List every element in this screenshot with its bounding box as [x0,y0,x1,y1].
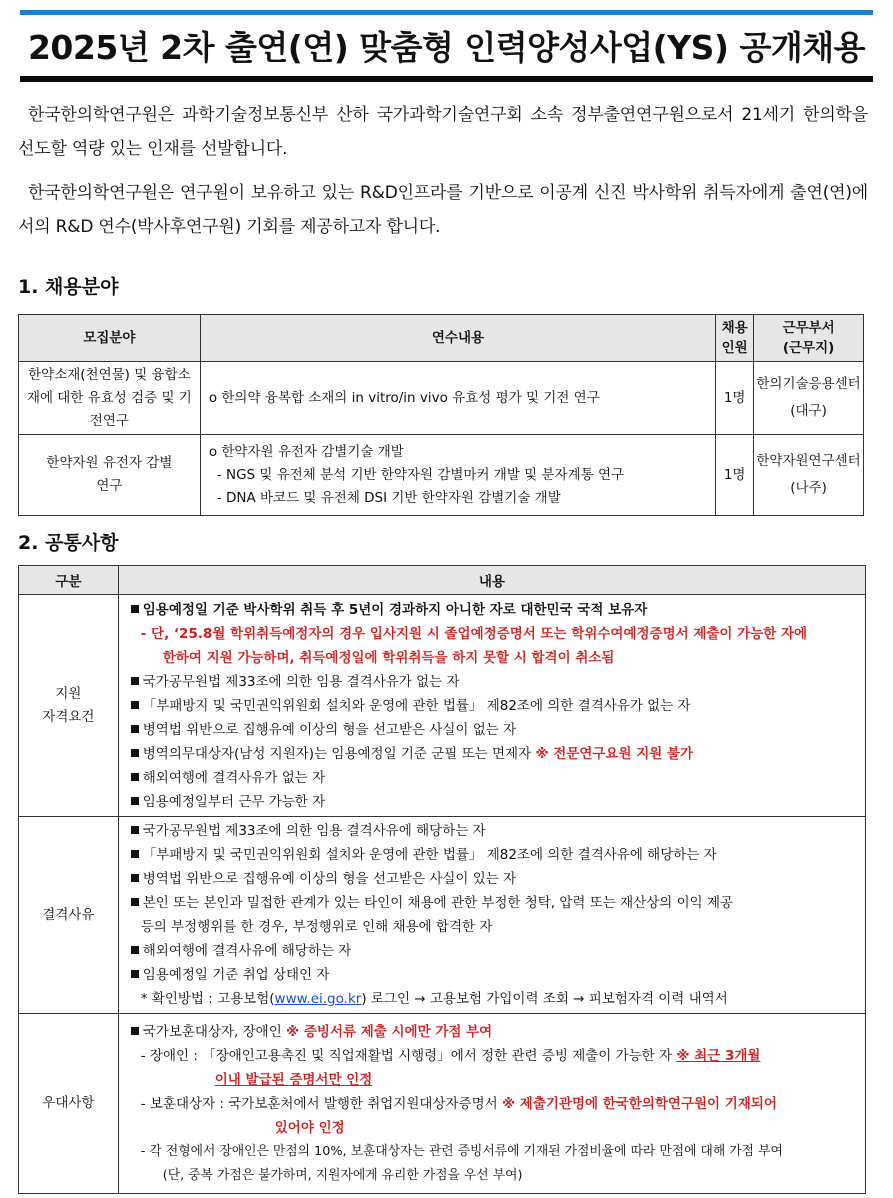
content-line: - DNA 바코드 및 유전체 DSI 기반 한약자원 감별기술 개발 [216,489,561,506]
list-item [131,766,859,790]
table-header-row [19,566,866,595]
list-item-text: 임용예정일 기준 박사학위 취득 후 5년이 경과하지 아니한 자로 대한민국 국적 보유자 [142,601,648,618]
category-label: 결격사유 [19,817,119,1014]
verification-note [131,987,859,1011]
bullet-square-icon [131,749,139,757]
header-content: 연수내용 [200,315,715,362]
dept-location: (대구) [790,403,827,419]
table-row-preference [19,1014,866,1194]
list-item [131,718,859,742]
ei-website-link[interactable]: www.ei.go.kr [274,991,362,1007]
list-item-text: 「부패방지 및 국민권익위원회 설치와 운영에 관한 법률」 제82조에 의한 결격사유에 해당하는 자 [142,847,717,863]
list-item-continuation: (단, 중복 가점은 불가하며, 지원자에게 유리한 가점을 우선 부여) [162,1167,523,1183]
table-header-row [19,315,864,362]
list-item-text: 국가공무원법 제33조에 의한 임용 결격사유가 없는 자 [142,673,460,690]
list-item-text: 본인 또는 본인과 밀접한 관계가 있는 타인이 채용에 관한 부정한 청탁, 압력 또는 재산상의 이익 제공 [142,895,734,911]
list-item-emphasis: 있어야 인정 [274,1119,345,1136]
bullet-square-icon [131,605,139,613]
title-top-rule [20,10,873,15]
header-count: 채용 인원 [716,315,754,362]
header-field: 모집분야 [19,315,201,362]
list-item-emphasis: ※ 증빙서류 제출 시에만 가점 부여 [286,1023,493,1040]
list-item-emphasis: ※ 최근 3개월 [676,1047,761,1064]
list-item: - 단, ‘25.8월 학위취득예정자의 경우 입사지원 시 졸업예정증명서 또는 학위수여예정증명서 제출이 가능한 자에 [140,625,808,642]
list-item-emphasis: ※ 전문연구요원 지원 불가 [535,745,694,762]
header-category: 구분 [19,566,119,595]
intro-paragraph-1 [18,98,868,166]
bullet-square-icon [131,946,139,954]
list-item-continuation: 등의 부정행위를 한 경우, 부정행위로 인해 채용에 합격한 자 [140,919,493,935]
bullet-square-icon [131,874,139,882]
dept-location: (나주) [790,480,827,496]
list-item [131,1092,859,1116]
list-item: - 각 전형에서 장애인은 만점의 10%, 보훈대상자는 관련 증빙서류에 기재된 가점비율에 따라 만점에 대해 가점 부여 [140,1143,783,1159]
list-item-emphasis: 이내 발급된 증명서만 인정 [214,1071,373,1088]
list-item [131,1044,859,1068]
list-item [131,694,859,718]
category-label [19,595,119,817]
list-item [131,963,859,987]
list-item [131,867,859,891]
list-item [131,939,859,963]
count-cell: 1명 [716,362,754,435]
content-cell [200,435,715,516]
common-requirements-table [18,565,866,1194]
list-item-continuation [131,1068,859,1092]
list-item [131,790,859,814]
field-cell: 한약자원 유전자 감별 연구 [19,435,201,516]
list-item-text: 병역의무대상자(남성 지원자)는 임용예정일 기준 군필 또는 면제자 [142,745,536,762]
bullet-square-icon [131,1027,139,1035]
bullet-square-icon [131,970,139,978]
list-item-text: 해외여행에 결격사유가 없는 자 [142,769,326,786]
intro-text-2: 한국한의학연구원은 연구원이 보유하고 있는 R&D인프라를 기반으로 이공계 신진 박사학위 취득자에게 출연(연)에서의 R&D 연수(박사후연구원) 기회를 제공하고자 합니다. [18,183,868,237]
table-row-qualification [19,595,866,817]
dept-cell [754,362,864,435]
list-item-text: 국가보훈대상자, 장애인 [142,1023,287,1040]
list-item-text: 병역법 위반으로 집행유예 이상의 형을 선고받은 사실이 없는 자 [142,721,517,738]
bullet-square-icon [131,826,139,834]
category-label: 우대사항 [19,1014,119,1194]
count-cell: 1명 [716,435,754,516]
list-item-continuation [131,1116,859,1140]
list-item [131,843,859,867]
dept-name: 한약자원연구센터 [756,453,861,469]
intro-text-1: 한국한의학연구원은 과학기술정보통신부 산하 국가과학기술연구회 소속 정부출연연구원으로서 21세기 한의학을 선도할 역량 있는 인재를 선발합니다. [18,105,868,159]
list-item-text: - 보훈대상자 : 국가보훈처에서 발행한 취업지원대상자증명서 [140,1095,502,1112]
list-item [131,742,859,766]
table-row [19,435,864,516]
bullet-square-icon [131,850,139,858]
page-title: 2025년 2차 출연(연) 맞춤형 인력양성사업(YS) 공개채용 [27,28,866,67]
bullet-square-icon [131,725,139,733]
list-item-text: 「부패방지 및 국민권익위원회 설치와 운영에 관한 법률」 제82조에 의한 결격사유가 없는 자 [142,697,691,714]
content-cell [118,595,865,817]
title-bottom-rule [20,76,873,82]
list-item [131,1020,859,1044]
content-line: - NGS 및 유전체 분석 기반 한약자원 감별마커 개발 및 분자계통 연구 [216,466,625,483]
list-item [131,819,859,843]
field-cell: 한약소재(천연물) 및 융합소재에 대한 유효성 검증 및 기전연구 [19,362,201,435]
bullet-square-icon [131,797,139,805]
list-item-text: - 장애인 : 「장애인고용촉진 및 직업재활법 시행령」에서 정한 관련 증빙 제출이 가능한 자 [140,1047,677,1064]
list-item-text: 임용예정일부터 근무 가능한 자 [142,793,326,810]
recruitment-field-table [18,314,864,516]
bullet-square-icon [131,701,139,709]
content-line: o 한의약 융복합 소재의 in vitro/in vivo 유효성 평가 및 기전 연구 [208,389,600,406]
content-line: o 한약자원 유전자 감별기술 개발 [208,443,404,460]
list-item-text: 해외여행에 결격사유에 해당하는 자 [142,943,352,959]
table-row [19,362,864,435]
bullet-square-icon [131,773,139,781]
dept-name: 한의기술응용센터 [756,376,861,392]
table-row-disqualification [19,817,866,1014]
list-item [131,670,859,694]
list-item [131,891,859,915]
bullet-square-icon [131,898,139,906]
header-content: 내용 [118,566,865,595]
content-cell [118,817,865,1014]
section-heading-recruitment-field: 1. 채용분야 [18,276,119,298]
list-item-text: 국가공무원법 제33조에 의한 임용 결격사유에 해당하는 자 [142,823,486,839]
category-label-line: 자격요건 [42,708,95,725]
list-item-text: 병역법 위반으로 집행유예 이상의 형을 선고받은 사실이 있는 자 [142,871,517,887]
note-text: ) 로그인 → 고용보험 가입이력 조회 → 피보험자격 이력 내역서 [361,991,728,1007]
list-item-emphasis: ※ 제출기관명에 한국한의학연구원이 기재되어 [501,1095,777,1112]
bullet-square-icon [131,677,139,685]
list-item-text: 임용예정일 기준 취업 상태인 자 [142,967,330,983]
intro-paragraph-2 [18,176,868,244]
header-dept: 근무부서 (근무지) [754,315,864,362]
content-cell [118,1014,865,1194]
content-cell [200,362,715,435]
dept-cell [754,435,864,516]
category-label-line: 지원 [55,685,82,702]
list-item: 한하여 지원 가능하며, 취득예정일에 학위취득을 하지 못할 시 합격이 취소됨 [162,649,615,666]
note-text: * 확인방법 : 고용보험( [140,991,275,1007]
list-item [131,598,859,622]
section-heading-common: 2. 공통사항 [18,532,119,554]
